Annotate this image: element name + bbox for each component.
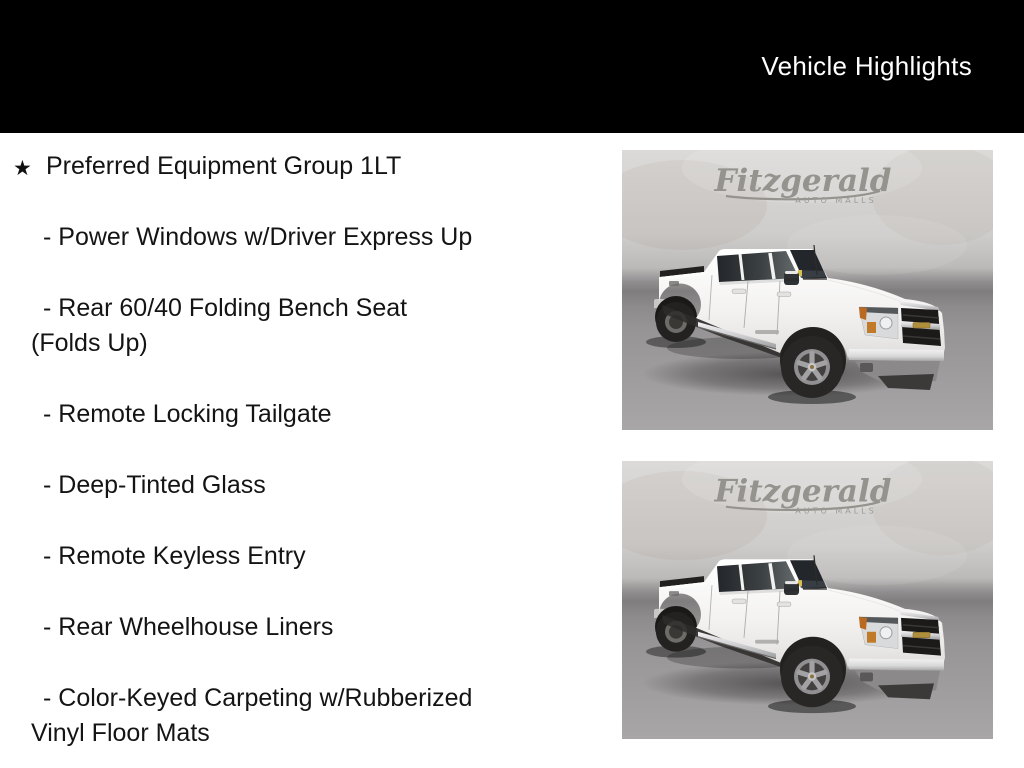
vehicle-photo-primary[interactable] xyxy=(622,150,993,430)
feature-items-list xyxy=(0,220,592,751)
feature-line: - Remote Locking Tailgate xyxy=(43,400,332,428)
vehicle-photo-secondary-image xyxy=(622,461,993,739)
vehicle-photo-secondary[interactable] xyxy=(622,461,993,739)
feature-item xyxy=(0,681,592,751)
header-bar xyxy=(0,0,1024,133)
vehicle-photo-primary-image xyxy=(622,150,993,430)
feature-group-label: Preferred Equipment Group 1LT xyxy=(46,152,402,180)
feature-item xyxy=(0,610,592,645)
feature-line: - Remote Keyless Entry xyxy=(43,542,306,570)
feature-group-heading xyxy=(0,149,592,184)
feature-line: - Power Windows w/Driver Express Up xyxy=(43,223,473,251)
feature-line: - Rear 60/40 Folding Bench Seat xyxy=(43,294,408,322)
feature-line: - Color-Keyed Carpeting w/Rubberized xyxy=(43,684,473,712)
feature-item xyxy=(0,539,592,574)
feature-item xyxy=(0,468,592,503)
star-icon: ★ xyxy=(13,157,32,180)
feature-line: - Rear Wheelhouse Liners xyxy=(43,613,334,641)
features-section xyxy=(0,133,592,751)
feature-item xyxy=(0,291,592,361)
page-title: Vehicle Highlights xyxy=(761,51,972,81)
feature-item xyxy=(0,397,592,432)
feature-line: Vinyl Floor Mats xyxy=(31,719,210,747)
feature-line: (Folds Up) xyxy=(31,329,148,357)
feature-line: - Deep-Tinted Glass xyxy=(43,471,266,499)
feature-item xyxy=(0,220,592,255)
